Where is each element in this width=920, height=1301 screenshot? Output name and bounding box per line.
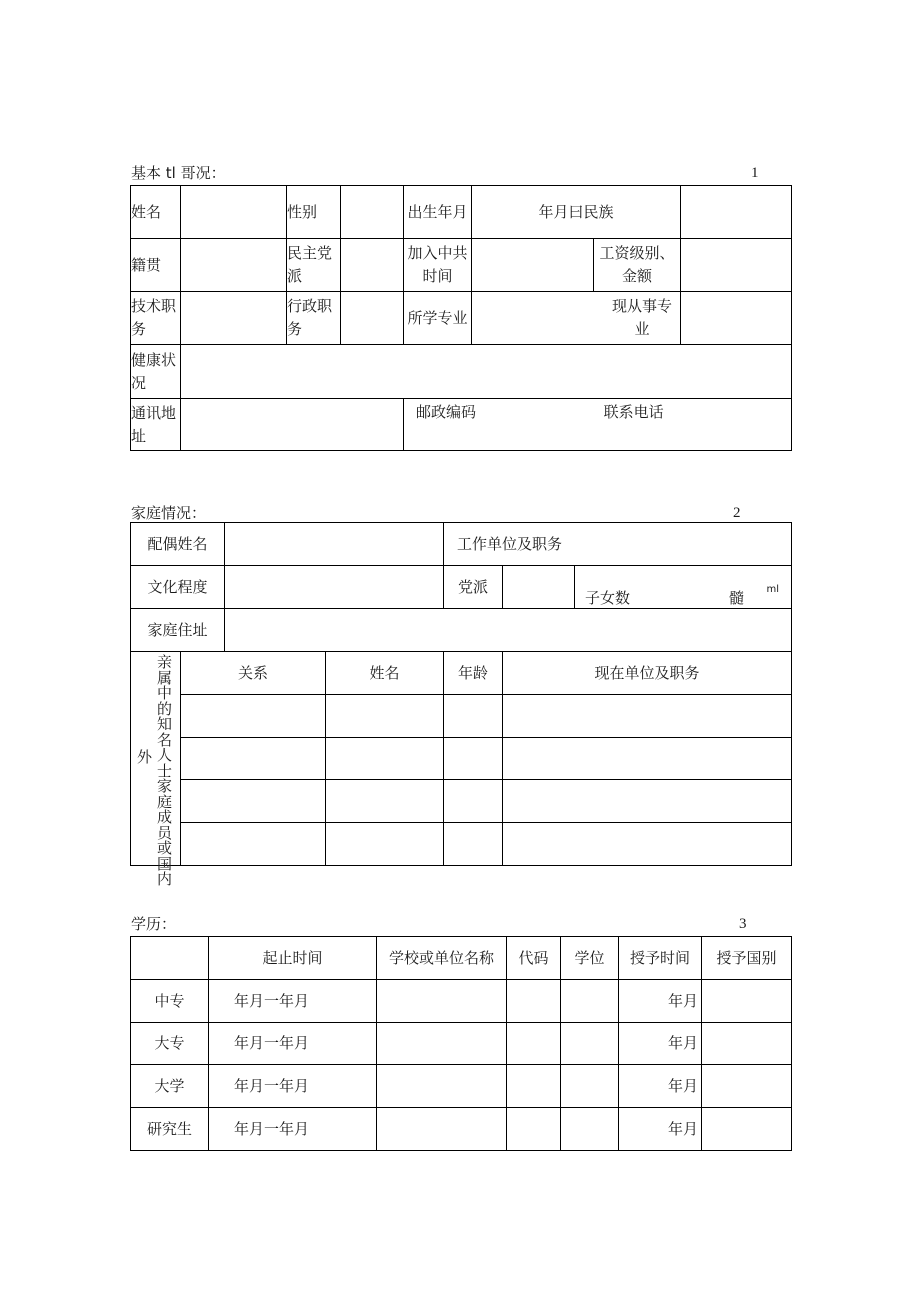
birth-ethnic-value[interactable]: 年月曰民族 [472,186,681,239]
spouse-name-label: 配偶姓名 [131,523,225,566]
name-label: 姓名 [131,186,181,239]
period-cell[interactable]: 年月一年月 [209,1023,377,1065]
school-header: 学校或单位名称 [377,937,507,980]
basic-info-table [130,185,792,451]
admin-title-label: 行政职务 [287,292,341,345]
section2-title: 家庭情况： [131,504,207,522]
code-cell[interactable] [507,1108,561,1151]
salary-value[interactable] [681,239,792,292]
join-cpc-label: 加入中共时间 [404,239,472,292]
party-label-2: 党派 [444,566,503,609]
salary-label: 工资级别、金额 [594,239,681,292]
school-cell[interactable] [377,1108,507,1151]
table-row [131,980,792,1023]
degree-cell[interactable] [561,1065,619,1108]
award-time-cell[interactable]: 年月 [619,980,702,1023]
table-row [131,823,792,866]
relative-name-cell[interactable] [326,780,444,823]
major-label: 所学专业 [404,292,472,345]
section3-title: 学历： [131,915,177,933]
family-info-table [130,522,792,888]
award-country-header: 授予国别 [702,937,792,980]
school-cell[interactable] [377,1023,507,1065]
school-cell[interactable] [377,1065,507,1108]
school-cell[interactable] [377,980,507,1023]
children-note: ml [766,584,780,595]
code-header: 代码 [507,937,561,980]
age-cell[interactable] [444,780,503,823]
table-row [131,1065,792,1108]
table-row [131,1108,792,1151]
section3-number: 3 [739,916,747,932]
tech-title-label: 技术职务 [131,292,181,345]
education-value[interactable] [225,566,444,609]
level-cell: 研究生 [131,1108,209,1151]
relatives-wai-text: 外 [137,748,153,766]
relative-name-cell[interactable] [326,823,444,866]
relation-cell[interactable] [181,823,326,866]
ethnic-value[interactable] [681,186,792,239]
name-value[interactable] [181,186,287,239]
current-unit-cell[interactable] [503,695,792,738]
children-extra: 髓 [729,589,745,607]
degree-cell[interactable] [561,980,619,1023]
relatives-vertical-text: 亲属中的知名人士家庭成员或国内 [156,653,172,888]
period-cell[interactable]: 年月一年月 [209,1065,377,1108]
section2-number: 2 [733,505,741,521]
current-major-value[interactable] [681,292,792,345]
code-cell[interactable] [507,1023,561,1065]
code-cell[interactable] [507,1065,561,1108]
relation-cell[interactable] [181,695,326,738]
party-label: 民主党派 [287,239,341,292]
current-unit-cell[interactable] [503,780,792,823]
gender-label: 性别 [287,186,341,239]
tech-title-value[interactable] [181,292,287,345]
join-cpc-value[interactable] [472,239,594,292]
party-value[interactable] [341,239,404,292]
level-cell: 中专 [131,980,209,1023]
section1-number: 1 [751,165,759,181]
education-table [130,936,792,1151]
relative-name-cell[interactable] [326,695,444,738]
current-unit-cell[interactable] [503,823,792,866]
table-row [131,1023,792,1065]
award-time-header: 授予时间 [619,937,702,980]
address-value[interactable] [181,399,404,451]
spouse-name-value[interactable] [225,523,444,566]
degree-cell[interactable] [561,1023,619,1065]
age-header: 年龄 [444,652,503,695]
current-unit-header: 现在单位及职务 [503,652,792,695]
postcode-phone-cell[interactable] [404,399,792,451]
period-cell[interactable]: 年月一年月 [209,1108,377,1151]
children-label: 子女数 [585,589,631,607]
award-country-cell[interactable] [702,1108,792,1151]
education-label: 文化程度 [131,566,225,609]
relation-cell[interactable] [181,738,326,780]
award-time-cell[interactable]: 年月 [619,1023,702,1065]
age-cell[interactable] [444,695,503,738]
level-cell: 大学 [131,1065,209,1108]
health-label: 健康状况 [131,345,181,399]
home-address-label: 家庭住址 [131,609,225,652]
degree-cell[interactable] [561,1108,619,1151]
section1-title: 基本 tl 哥况： [131,164,226,182]
table-row [131,738,792,780]
admin-title-value[interactable] [341,292,404,345]
award-country-cell[interactable] [702,1023,792,1065]
award-country-cell[interactable] [702,1065,792,1108]
level-cell: 大专 [131,1023,209,1065]
current-major-label: 现从事专业 [472,292,681,345]
award-country-cell[interactable] [702,980,792,1023]
age-cell[interactable] [444,738,503,780]
children-cell[interactable] [575,566,792,609]
level-header [131,937,209,980]
relative-name-cell[interactable] [326,738,444,780]
award-time-cell[interactable]: 年月 [619,1108,702,1151]
age-cell[interactable] [444,823,503,866]
period-header: 起止时间 [209,937,377,980]
current-unit-cell[interactable] [503,738,792,780]
relative-name-header: 姓名 [326,652,444,695]
home-address-value[interactable] [225,609,792,652]
table-row [131,780,792,823]
native-label: 籍贯 [131,239,181,292]
address-label: 通讯地址 [131,399,181,451]
relation-cell[interactable] [181,780,326,823]
health-value[interactable] [181,345,792,399]
phone-label: 联系电话 [603,403,664,421]
native-value[interactable] [181,239,287,292]
period-cell[interactable]: 年月一年月 [209,980,377,1023]
relatives-vertical-label [131,652,181,888]
work-unit-label: 工作单位及职务 [444,523,792,566]
birth-label: 出生年月 [404,186,472,239]
table-row [131,695,792,738]
award-time-cell[interactable]: 年月 [619,1065,702,1108]
relation-header: 关系 [181,652,326,695]
party-value-2[interactable] [503,566,575,609]
gender-value[interactable] [341,186,404,239]
degree-header: 学位 [561,937,619,980]
code-cell[interactable] [507,980,561,1023]
postcode-label: 邮政编码 [416,403,477,421]
